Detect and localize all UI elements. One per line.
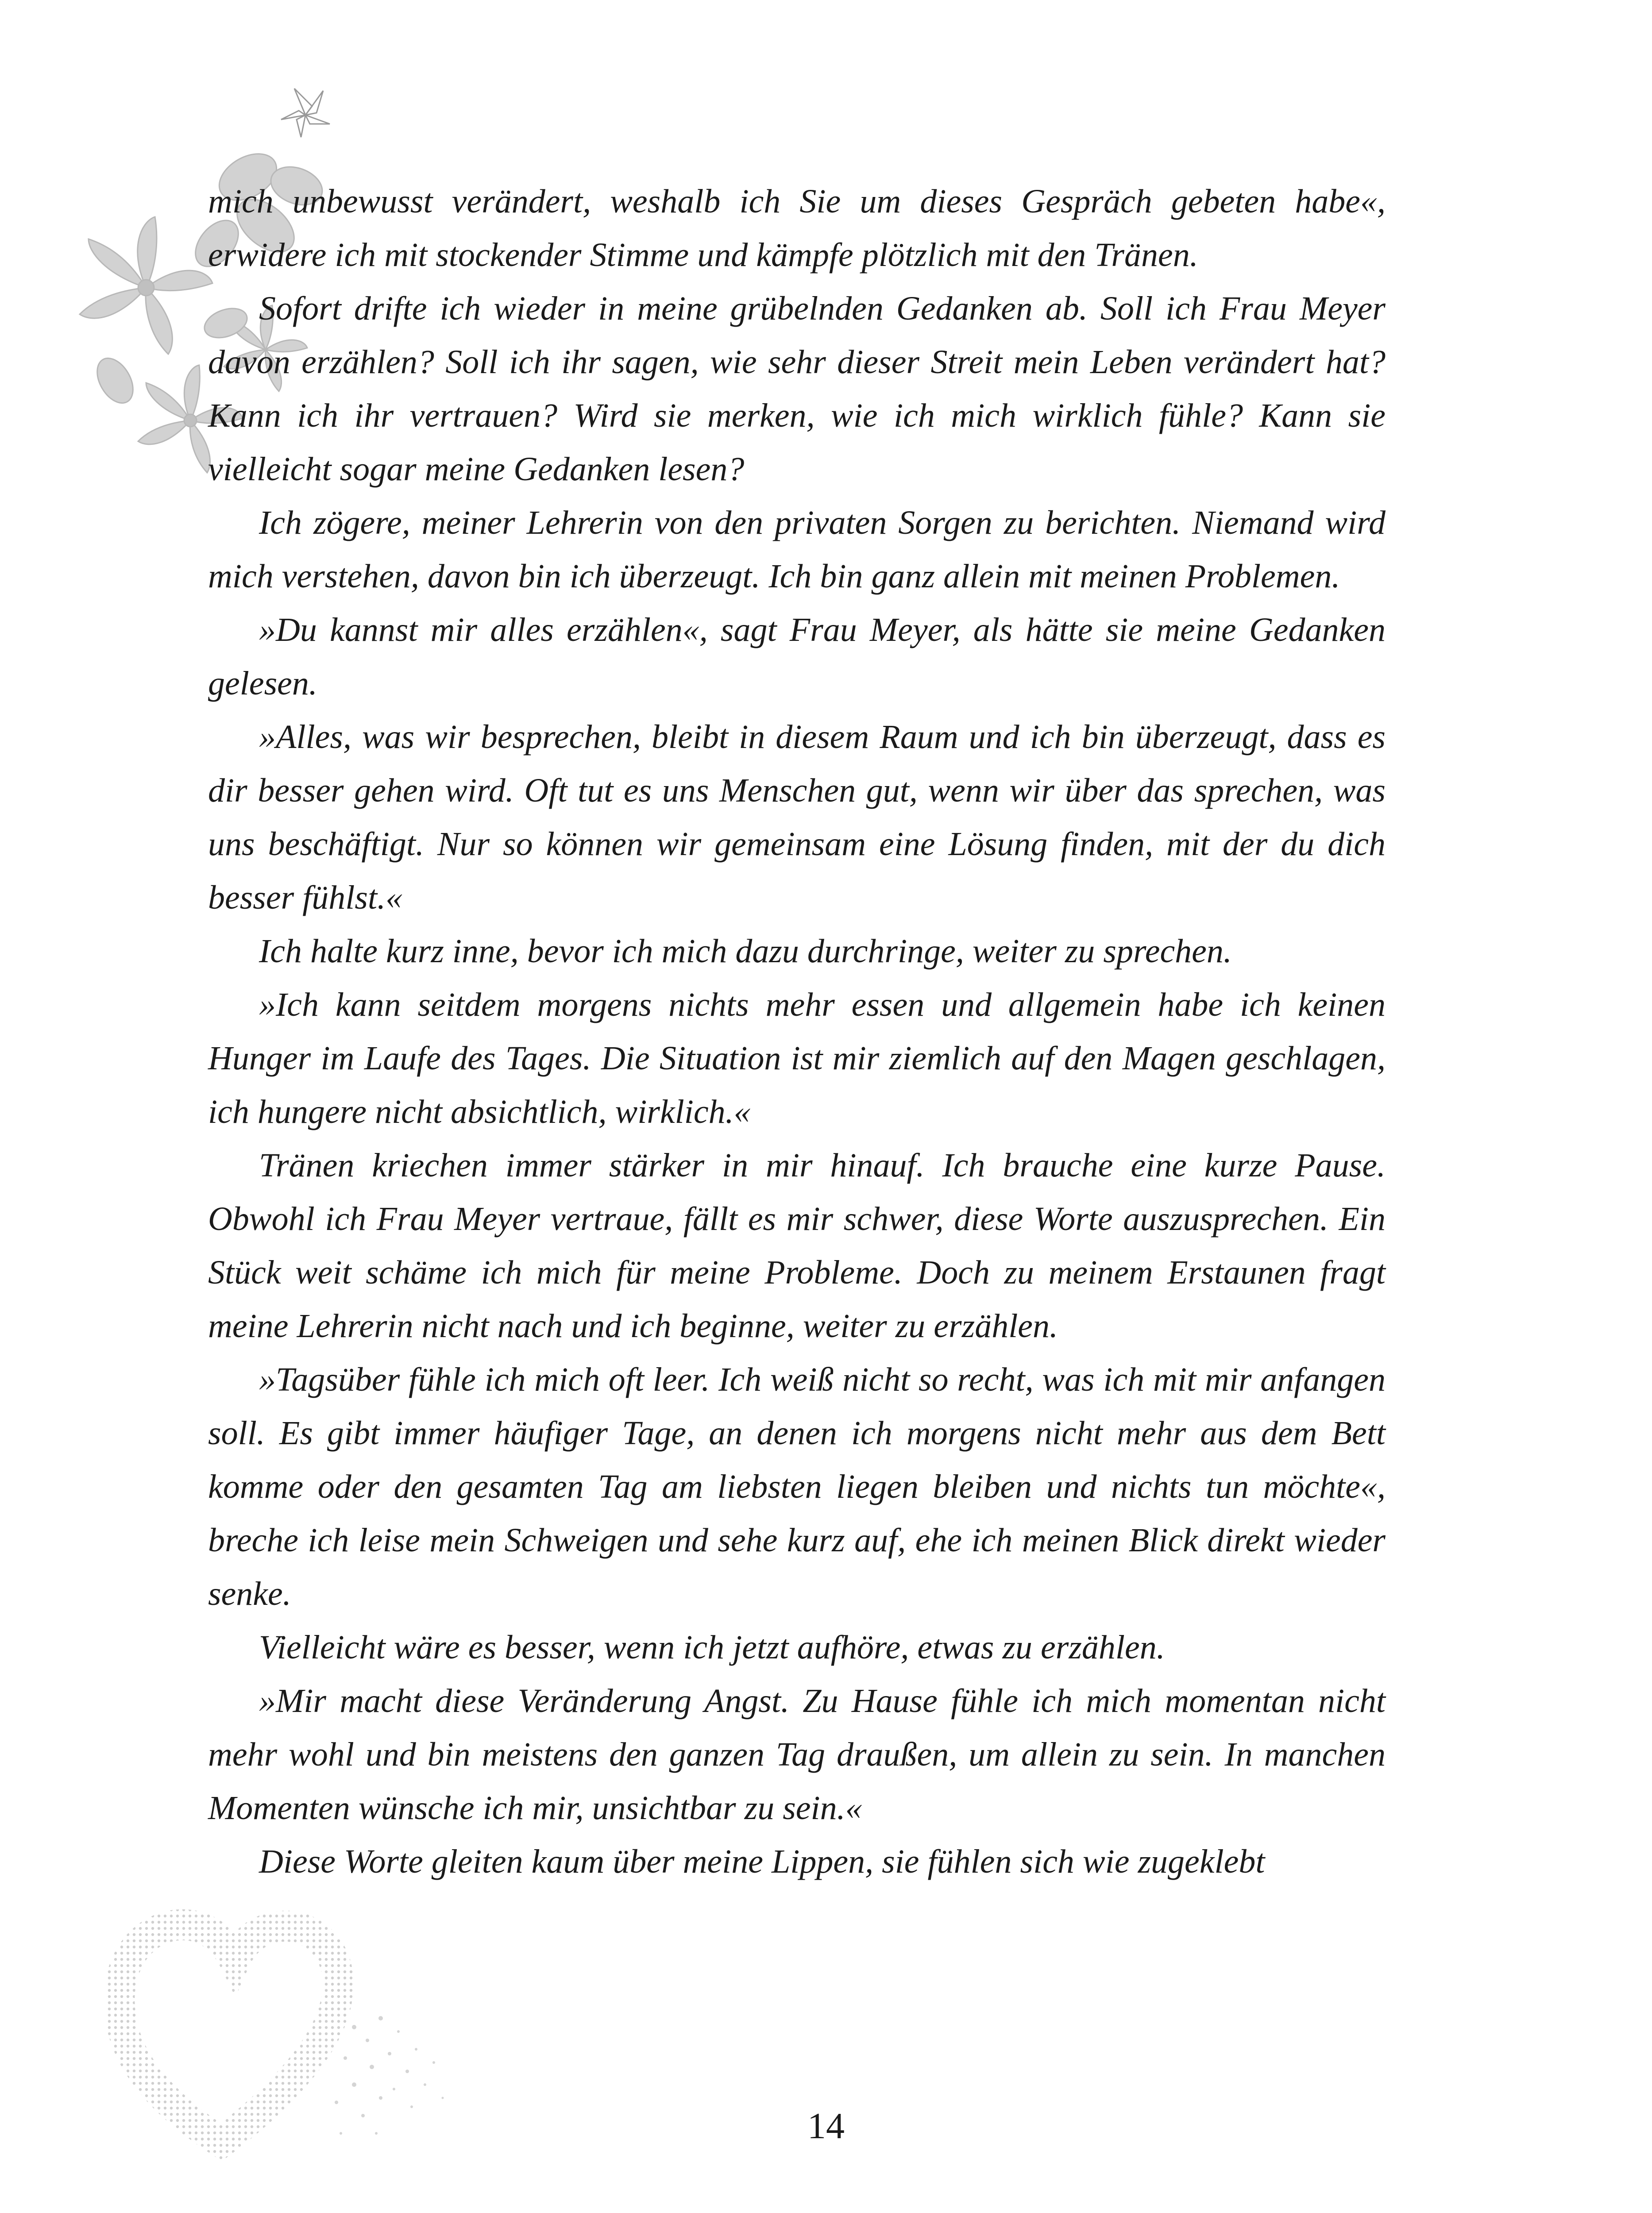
paragraph: »Ich kann seitdem morgens nichts mehr essen und allgemein habe ich keinen Hunger im Laufe des Tages. Die Situation ist mir ziemlich auf den Magen geschlagen, ich hungere nicht absichtlich, wirklich.«: [208, 986, 1386, 1130]
paragraph: »Tagsüber fühle ich mich oft leer. Ich weiß nicht so recht, was ich mit mir anfangen soll. Es gibt immer häufiger Tage, an denen ich morgens nicht mehr aus dem Bett komme oder den gesamten Tag am liebsten liegen bleiben und nichts tun möchte«, breche ich leise mein Schweigen und sehe kurz auf, ehe ich meinen Blick direkt wieder senke.: [208, 1361, 1386, 1612]
body-text: [208, 175, 1386, 1889]
paragraph: Sofort drifte ich wieder in meine grübelnden Gedanken ab. Soll ich Frau Meyer davon erzählen? Soll ich ihr sagen, wie sehr dieser Streit mein Leben verändert hat? Kann ich ihr vertrauen? Wird sie merken, wie ich mich wirklich fühle? Kann sie vielleicht sogar meine Gedanken lesen?: [208, 290, 1386, 488]
paragraph: Ich zögere, meiner Lehrerin von den privaten Sorgen zu berichten. Niemand wird mich verstehen, davon bin ich überzeugt. Ich bin ganz allein mit meinen Problemen.: [208, 504, 1386, 595]
paragraph: Tränen kriechen immer stärker in mir hinauf. Ich brauche eine kurze Pause. Obwohl ich Frau Meyer vertraue, fällt es mir schwer, diese Worte auszusprechen. Ein Stück weit schäme ich mich für meine Probleme. Doch zu meinem Erstaunen fragt meine Lehrerin nicht nach und ich beginne, weiter zu erzählen.: [208, 1147, 1386, 1345]
paragraph: »Mir macht diese Veränderung Angst. Zu Hause fühle ich mich momentan nicht mehr wohl und bin meistens den ganzen Tag draußen, um allein zu sein. In manchen Momenten wünsche ich mir, unsichtbar zu sein.«: [208, 1682, 1386, 1827]
paragraph: mich unbewusst verändert, weshalb ich Sie um dieses Gespräch gebeten habe«, erwidere ich mit stockender Stimme und kämpfe plötzlich mit den Tränen.: [208, 183, 1386, 274]
paragraph: Ich halte kurz inne, bevor ich mich dazu durchringe, weiter zu sprechen.: [259, 933, 1232, 970]
paragraph: Diese Worte gleiten kaum über meine Lippen, sie fühlen sich wie zugeklebt: [259, 1843, 1265, 1880]
page-number: 14: [807, 2105, 845, 2147]
paragraph: Vielleicht wäre es besser, wenn ich jetzt aufhöre, etwas zu erzählen.: [259, 1629, 1165, 1666]
paragraph: »Du kannst mir alles erzählen«, sagt Frau Meyer, als hätte sie meine Gedanken gelesen.: [208, 611, 1386, 702]
paragraph: »Alles, was wir besprechen, bleibt in diesem Raum und ich bin überzeugt, dass es dir besser gehen wird. Oft tut es uns Menschen gut, wenn wir über das sprechen, was uns beschäftigt. Nur so können wir gemeinsam eine Lösung finden, mit der du dich besser fühlst.«: [208, 718, 1386, 916]
